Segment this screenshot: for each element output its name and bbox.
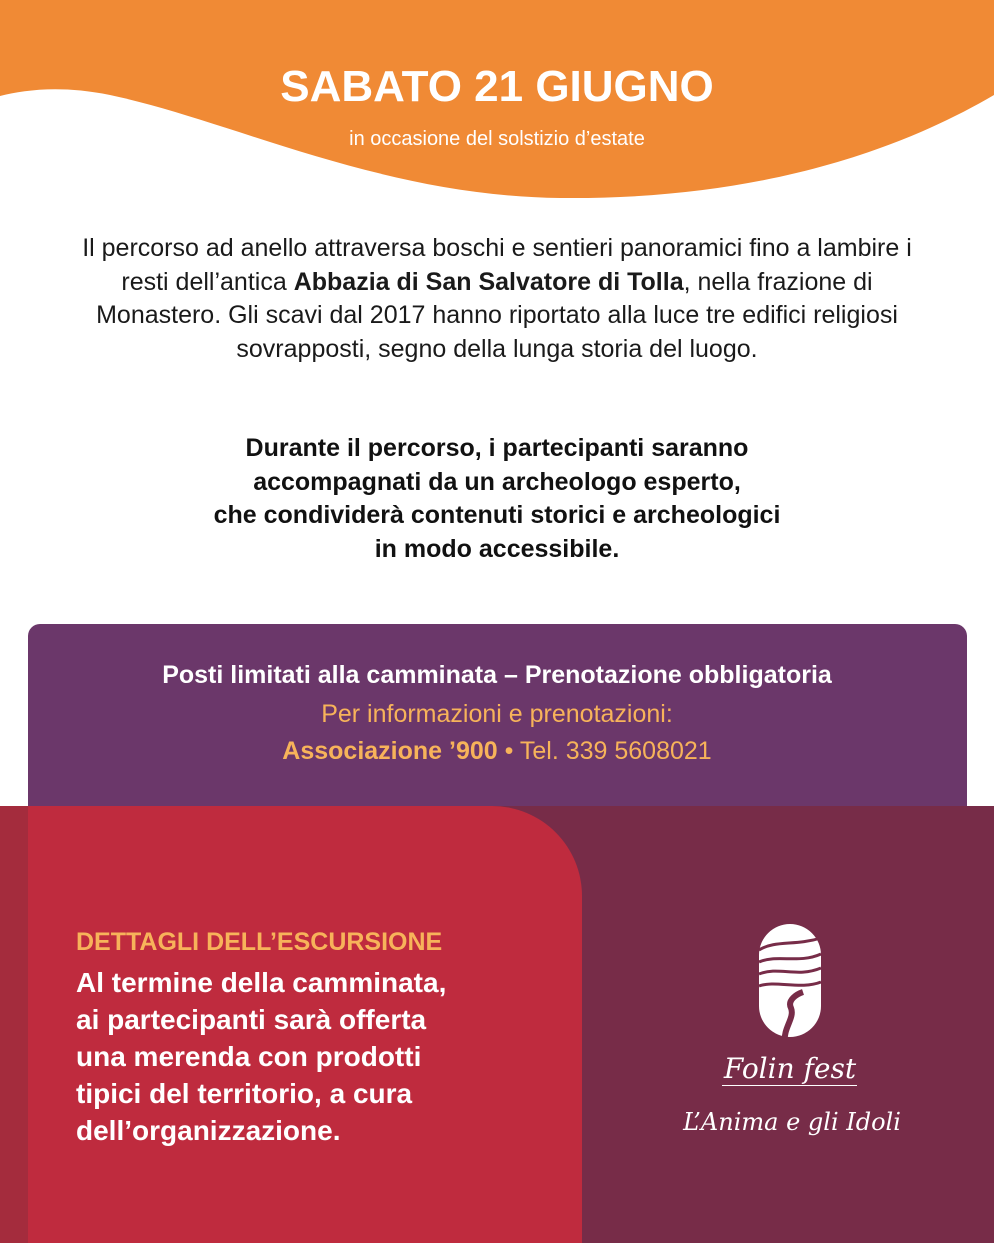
guide-line-2: accompagnati da un archeologo esperto, — [253, 467, 741, 496]
festival-tagline: L’Anima e gli Idoli — [683, 1108, 901, 1136]
details-line-3: una merenda con prodotti — [76, 1041, 422, 1072]
phone-number[interactable]: • Tel. 339 5608021 — [497, 737, 712, 765]
details-line-4: tipici del territorio, a cura — [76, 1078, 413, 1109]
event-date-title: SABATO 21 GIUGNO — [280, 62, 714, 111]
festival-logo-name: Folin fest — [723, 1052, 857, 1085]
left-accent-strip — [0, 806, 28, 1243]
booking-info: Per informazioni e prenotazioni: — [321, 700, 673, 728]
details-line-5: dell’organizzazione. — [76, 1115, 341, 1146]
details-title: DETTAGLI DELL’ESCURSIONE — [76, 928, 443, 956]
guide-line-4: in modo accessibile. — [374, 534, 620, 563]
intro-abbey-name: Abbazia di San Salvatore di Tolla — [293, 267, 684, 296]
details-line-2: ai partecipanti sarà offerta — [76, 1004, 427, 1035]
association-name: Associazione ’900 — [282, 737, 498, 765]
guide-line-1: Durante il percorso, i partecipanti saranno — [245, 434, 749, 462]
guide-line-3: che condividerà contenuti storici e archeologici — [213, 501, 781, 529]
logo-underline — [722, 1085, 857, 1086]
intro-text-2: , nella frazione di Monastero. Gli scavi dal 2017 hanno riportato alla luce tre edifici religiosi sovrapposti, segno della lunga storia del luogo. — [96, 267, 898, 363]
details-line-1: Al termine della camminata, — [76, 967, 447, 998]
intro-text-1: Il percorso ad anello attraversa boschi e sentieri panoramici fino a lambire i resti dell’antica — [82, 234, 912, 296]
intro-paragraph — [60, 232, 934, 366]
event-subtitle: in occasione del solstizio d’estate — [349, 128, 645, 150]
details-text — [76, 964, 576, 1149]
booking-contact — [0, 737, 994, 766]
guide-paragraph — [60, 432, 934, 566]
festival-logo-icon — [755, 920, 825, 1042]
booking-title: Posti limitati alla camminata – Prenotazione obbligatoria — [162, 661, 832, 689]
